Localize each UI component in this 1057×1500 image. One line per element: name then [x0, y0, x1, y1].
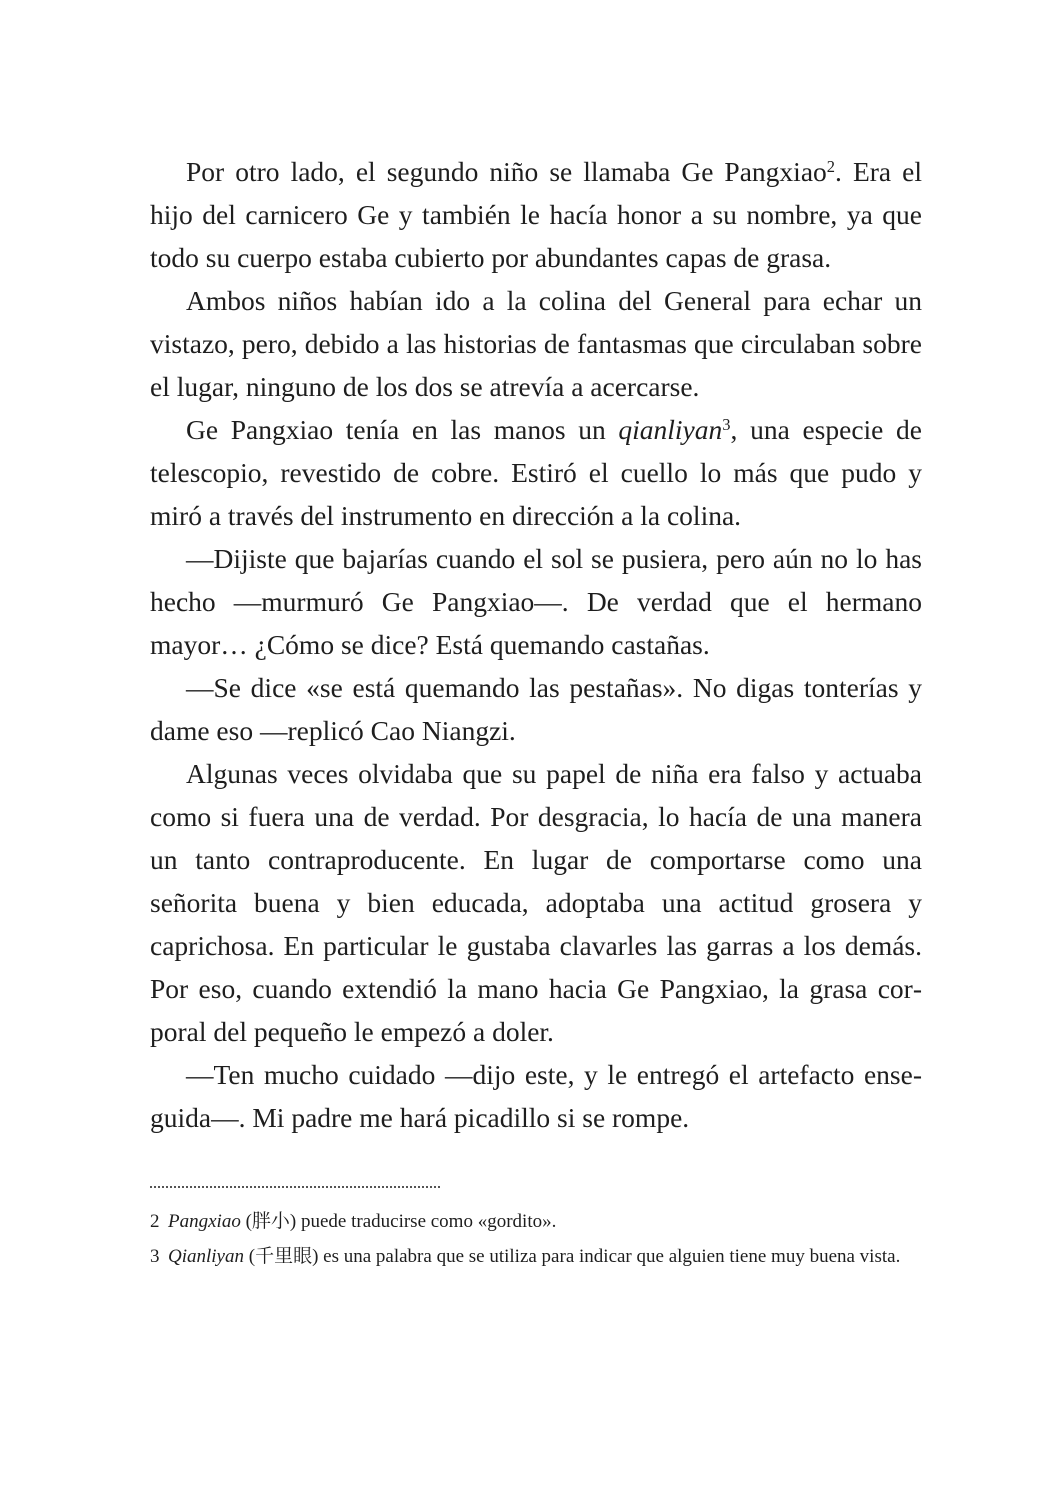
footnotes: [150, 1186, 922, 1278]
footnote-term: Qianliyan: [168, 1246, 244, 1267]
footnote-number: 2: [150, 1211, 160, 1232]
paragraph-2: Ambos niños habían ido a la colina del General para echar un vistazo, pero, debido a las historias de fantasmas que circulaban sobre el lugar, ninguno de los dos se atrevía a acercarse.: [150, 285, 922, 402]
footnote-number: 3: [150, 1246, 160, 1267]
body-text: [150, 150, 922, 1139]
footnote-ref-2: 2: [826, 156, 836, 176]
book-page: [150, 150, 923, 1267]
footnote-ref-3: 3: [722, 414, 731, 434]
footnote-3: 3 Qianliyan (千里眼) es una palabra que se utiliza para indicar que alguien tiene muy buena vista.: [150, 1243, 922, 1270]
paragraph-3: Ge Pangxiao tenía en las manos un qianliyan$^3$, una especie de telescopio, revestido de cobre. Estiró el cuello lo más que pudo y miró a través del instrumento en dirección a la colina.: [150, 414, 923, 531]
footnote-term: Pangxiao: [168, 1211, 241, 1232]
footnote-separator: [150, 1186, 440, 1188]
paragraph-6: Algunas veces olvidaba que su papel de niña era falso y actuaba como si fuera una de verdad. Por desgracia, lo hacía de una manera un tanto contraproducente. En lugar de comportarse como una señorita buena y bien educada, adoptaba una actitud grosera y caprichosa. En particular le gustaba clavarles las garras a los demás. Por eso, cuando extendió la mano hacia Ge Pangxiao, la grasa corporal del pequeño le empezó a doler.: [150, 758, 922, 1047]
footnote-2: 2 Pangxiao (胖小) puede traducirse como «gordito».: [150, 1208, 922, 1235]
paragraph-1: Por otro lado, el segundo niño se llamaba Ge Pangxiao$^2$. Era el hijo del carnicero Ge y también le hacía honor a su nombre, ya que todo su cuerpo estaba cubierto por abundantes capas de grasa.: [150, 156, 922, 273]
paragraph-4: —Dijiste que bajarías cuando el sol se pusiera, pero aún no lo has hecho —murmuró Ge Pangxiao—. De verdad que el hermano mayor… ¿Cómo se dice? Está quemando castañas.: [150, 543, 922, 660]
paragraph-5: —Se dice «se está quemando las pestañas». No digas tonterías y dame eso —replicó Cao Niangzi.: [150, 672, 922, 746]
term-qianliyan: qianliyan: [618, 414, 723, 445]
paragraph-7: —Ten mucho cuidado —dijo este, y le entregó el artefacto enseguida—. Mi padre me hará picadillo si se rompe.: [150, 1059, 922, 1133]
